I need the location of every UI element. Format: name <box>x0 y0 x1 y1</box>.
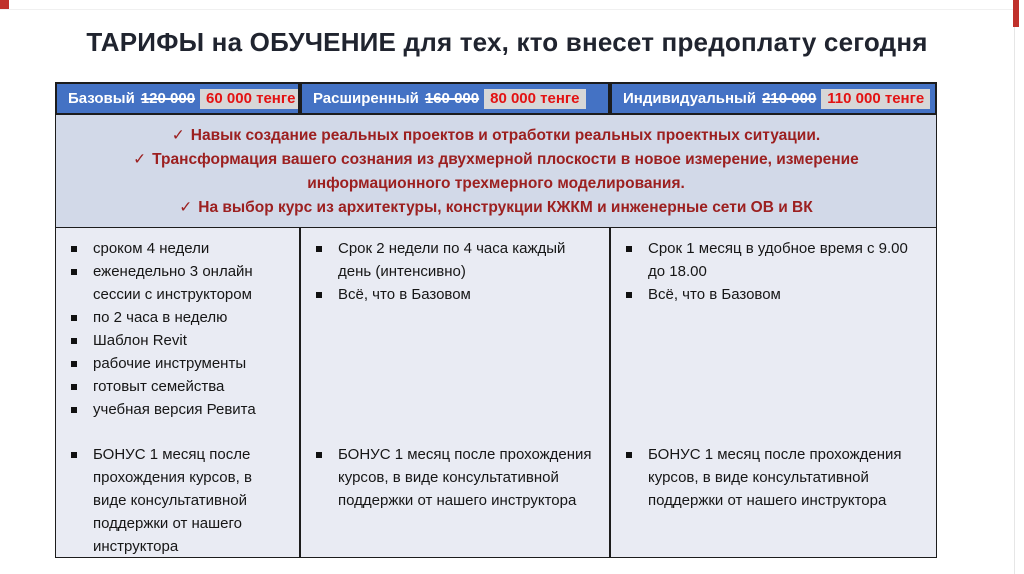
bullet-icon <box>71 384 77 390</box>
bullet-icon <box>316 292 322 298</box>
benefits-list <box>56 124 936 220</box>
plan-details-individual <box>610 228 937 558</box>
detail-item <box>68 398 289 421</box>
slide-right-edge-line <box>1014 0 1015 574</box>
plan-details-row <box>55 228 937 558</box>
check-icon: ✓ <box>171 127 185 144</box>
detail-item <box>68 306 289 329</box>
detail-text: Шаблон Revit <box>93 332 187 349</box>
plans-header-row <box>55 82 937 115</box>
bonus-text: БОНУС 1 месяц после прохождения курсов, в виде консультативной поддержки от нашего инструктора <box>648 446 902 509</box>
plan-details-basic <box>55 228 300 558</box>
detail-text: рабочие инструменты <box>93 355 247 372</box>
plan-header-extended <box>300 82 610 115</box>
check-icon: ✓ <box>179 199 193 216</box>
bullet-icon <box>316 246 322 252</box>
plan-details-extended <box>300 228 610 558</box>
detail-text: Всё, что в Базовом <box>648 286 781 303</box>
detail-item <box>68 375 289 398</box>
red-accent-bar <box>1013 0 1019 27</box>
details-list <box>56 228 299 421</box>
detail-item <box>623 283 926 306</box>
bullet-icon <box>71 246 77 252</box>
bullet-icon <box>71 315 77 321</box>
detail-item <box>68 352 289 375</box>
detail-item <box>313 283 599 306</box>
detail-text: Всё, что в Базовом <box>338 286 471 303</box>
detail-item <box>68 329 289 352</box>
benefit-item: ✓ Трансформация вашего сознания из двухмерной плоскости в новое измерение, измерение информационного трехмерного моделирования. <box>133 151 859 192</box>
bullet-icon <box>71 269 77 275</box>
plan-new-price: 60 000 тенге <box>200 89 300 109</box>
bullet-icon <box>626 452 632 458</box>
bonus-item <box>68 443 289 558</box>
bonus-item <box>313 443 599 512</box>
benefit-item: ✓ На выбор курс из архитектуры, конструкции КЖКМ и инженерные сети ОВ и ВК <box>179 199 813 216</box>
bullet-icon <box>626 292 632 298</box>
bullet-icon <box>316 452 322 458</box>
slide-top-edge-line <box>0 9 1014 10</box>
detail-text: учебная версия Ревита <box>93 401 256 418</box>
pricing-table <box>55 82 937 558</box>
plan-name: Расширенный <box>313 90 419 107</box>
plan-old-price: 160 000 <box>424 90 480 107</box>
plan-header-basic <box>55 82 300 115</box>
detail-text: по 2 часа в неделю <box>93 309 228 326</box>
details-list <box>611 228 936 306</box>
bullet-icon <box>71 338 77 344</box>
detail-item <box>313 237 599 283</box>
detail-text: Срок 2 недели по 4 часа каждый день (интенсивно) <box>338 240 566 280</box>
plan-new-price: 80 000 тенге <box>484 89 585 109</box>
benefits-row <box>55 115 937 228</box>
bullet-icon <box>71 452 77 458</box>
plan-old-price: 120 000 <box>140 90 196 107</box>
detail-item <box>68 260 289 306</box>
plan-old-price: 210 000 <box>762 90 817 107</box>
detail-text: еженедельно 3 онлайн сессии с инструктором <box>93 263 253 303</box>
check-icon: ✓ <box>133 151 147 168</box>
detail-item <box>623 237 926 283</box>
plan-name: Индивидуальный <box>623 90 757 107</box>
plan-name: Базовый <box>68 90 135 107</box>
bullet-icon <box>71 407 77 413</box>
bullet-icon <box>71 361 77 367</box>
red-accent-square <box>0 0 9 9</box>
slide-title: ТАРИФЫ на ОБУЧЕНИЕ для тех, кто внесет предоплату сегодня <box>86 27 928 57</box>
bonus-text: БОНУС 1 месяц после прохождения курсов, в виде консультативной поддержки от нашего инструктора <box>338 446 592 509</box>
detail-item <box>68 237 289 260</box>
benefit-item: ✓ Навык создание реальных проектов и отработки реальных проектных ситуации. <box>171 127 821 144</box>
bonus-text: БОНУС 1 месяц после прохождения курсов, в виде консультативной поддержки от нашего инструктора <box>93 446 252 555</box>
detail-text: сроком 4 недели <box>93 240 210 257</box>
plan-header-individual <box>610 82 937 115</box>
detail-text: Срок 1 месяц в удобное время с 9.00 до 18.00 <box>648 240 908 280</box>
details-list <box>301 228 609 306</box>
plan-new-price: 110 000 тенге <box>821 89 930 109</box>
detail-text: готовыт семейства <box>93 378 225 395</box>
bullet-icon <box>626 246 632 252</box>
bonus-item <box>623 443 926 512</box>
